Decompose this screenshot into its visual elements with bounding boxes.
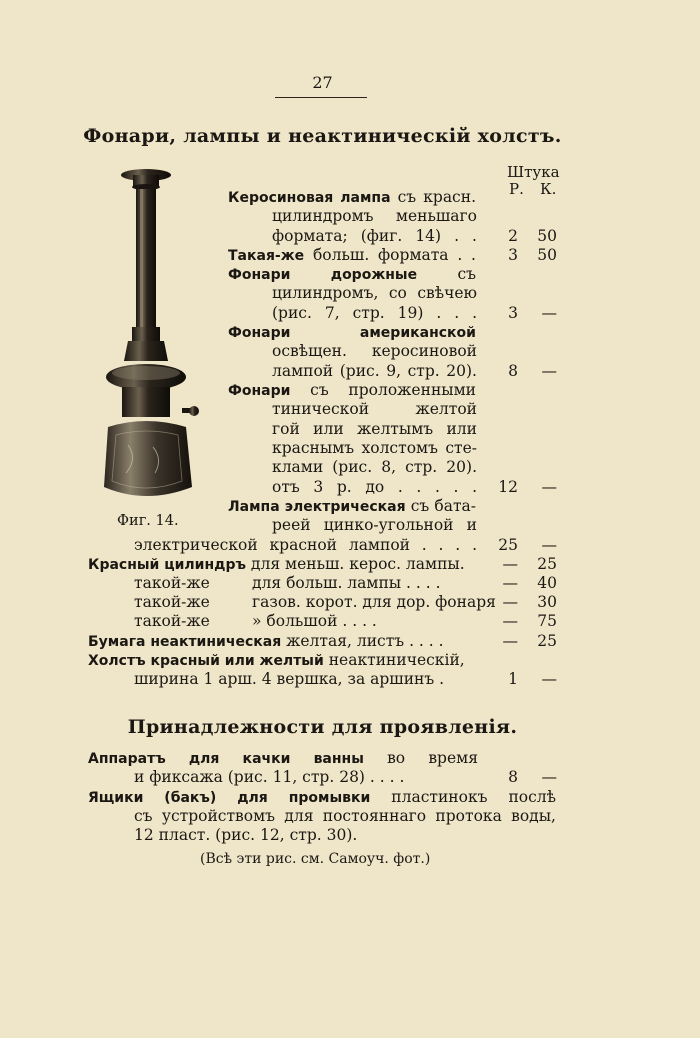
- price-kopecks: —: [541, 536, 557, 554]
- lamp-item-row: [88, 651, 465, 671]
- lamp-item-row-title: Бумага неактиническая: [88, 634, 282, 650]
- price-rubles: —: [502, 632, 518, 650]
- price-kopecks: 25: [537, 632, 557, 650]
- page-number-rule: [275, 97, 367, 98]
- lamp-item-row-title: Лампа электрическая: [228, 499, 406, 515]
- price-kopecks: —: [541, 362, 557, 380]
- price-rubles: 25: [498, 536, 518, 554]
- price-kopecks: 75: [537, 612, 557, 630]
- lamp-item-row: [228, 188, 476, 207]
- developing-item-row-text: 12 пласт. (рис. 12, стр. 30).: [134, 826, 358, 844]
- lamp-item-row-text: такой-же: [134, 574, 210, 592]
- price-rubles: —: [502, 574, 518, 592]
- lamp-item-row-text: больш. формата . .: [304, 246, 476, 264]
- lamp-item-row-title: Фонари: [228, 383, 291, 399]
- column-header-rubles: Р.: [509, 180, 524, 198]
- lamp-item-row: [134, 612, 210, 631]
- lamp-item-row-text: отъ 3 р. до . . . . .: [272, 478, 477, 496]
- lamp-item-row: [272, 342, 477, 361]
- price-rubles: —: [502, 593, 518, 611]
- section-title-developing: Принадлежности для проявленія.: [127, 716, 518, 738]
- lamp-item-row-text: цилиндромъ, со свѣчею: [272, 284, 477, 302]
- developing-item-row-text: и фиксажа (рис. 11, стр. 28) . . . .: [134, 768, 405, 786]
- lamp-item-row-text: реей цинко-угольной и: [272, 516, 477, 534]
- lamp-item-row-text: такой-же: [134, 612, 210, 630]
- lamp-item-row: [272, 478, 477, 497]
- developing-item-row-title: Ящики (бакъ) для промывки: [88, 790, 371, 806]
- price-kopecks: 40: [537, 574, 557, 592]
- lamp-item-row: [134, 536, 477, 555]
- developing-item-row: [134, 807, 556, 826]
- lamp-item-row: [228, 246, 476, 265]
- price-kopecks: —: [541, 478, 557, 496]
- developing-item-row: [134, 826, 357, 845]
- lamp-item-row-text: электрической красной лампой . . . .: [134, 536, 477, 554]
- lamp-item-row-detail: газов. корот. для дор. фонаря: [252, 593, 496, 611]
- lamp-item-row: [134, 574, 210, 593]
- lamp-item-row: [134, 593, 210, 612]
- price-kopecks: 50: [537, 246, 557, 264]
- lamp-item-row: [272, 284, 477, 303]
- price-rubles: 3: [508, 246, 518, 264]
- lamp-item-row: [272, 362, 477, 381]
- lamp-item-row-text: съ проложенными: [310, 381, 476, 399]
- developing-item-row-text: пластинокъ послѣ: [391, 788, 556, 806]
- lamp-item-row: [272, 400, 477, 419]
- lamp-item-row: [134, 670, 444, 689]
- lamp-item-row-text: формата; (фиг. 14) . .: [272, 227, 477, 245]
- lamp-item-row-title: Красный цилиндръ: [88, 557, 246, 573]
- lamp-item-row-detail: для больш. лампы . . . .: [252, 574, 441, 592]
- price-kopecks: 50: [537, 227, 557, 245]
- lamp-item-row-text: такой-же: [134, 593, 210, 611]
- lamp-item-row-title: Фонари дорожные: [228, 267, 418, 283]
- lamp-item-row: [272, 420, 477, 439]
- lamp-item-row-text: съ красн.: [390, 188, 476, 206]
- price-rubles: 1: [508, 670, 518, 688]
- lamp-item-row-text: краснымъ холстомъ сте-: [272, 439, 477, 457]
- price-kopecks: —: [541, 768, 557, 786]
- figure-caption: Фиг. 14.: [117, 513, 179, 529]
- lamp-item-row-title: Фонари американской: [228, 325, 476, 341]
- developing-item-row: [88, 749, 478, 768]
- lamp-item-row-title: Холстъ красный или желтый: [88, 653, 324, 669]
- page-number: 27: [312, 73, 333, 92]
- footnote: (Всѣ эти рис. см. Самоуч. фот.): [200, 851, 431, 867]
- price-rubles: —: [502, 612, 518, 630]
- lamp-item-row-text: клами (рис. 8, стр. 20).: [272, 458, 477, 476]
- column-header-piece: Штука: [507, 163, 560, 181]
- lamp-item-row: [272, 439, 477, 458]
- column-header-kopecks: К.: [540, 180, 557, 198]
- section-title-lamps: Фонари, лампы и неактиническій холстъ.: [83, 125, 562, 147]
- lamp-item-row-detail: » большой . . . .: [252, 612, 377, 630]
- lamp-item-row-text: цилиндромъ меньшаго: [272, 207, 477, 225]
- lamp-item-row-text: неактиническій,: [323, 651, 465, 669]
- lamp-item-row-text: лампой (рис. 9, стр. 20).: [272, 362, 477, 380]
- lamp-item-row-text: съ: [457, 265, 476, 283]
- lamp-item-row-text: съ бата-: [405, 497, 476, 515]
- price-kopecks: 30: [537, 593, 557, 611]
- lamp-item-row: [88, 555, 465, 575]
- lamp-item-row: [228, 381, 476, 400]
- price-rubles: —: [502, 555, 518, 573]
- lamp-item-row-text: желтая, листъ . . . .: [281, 632, 444, 650]
- lamp-item-row: [272, 458, 477, 477]
- developing-item-row-text: съ устройствомъ для постояннаго протока воды,: [134, 807, 556, 825]
- lamp-item-row-text: гой или желтымъ или: [272, 420, 477, 438]
- lamp-item-row-text: освѣщен. керосиновой: [272, 342, 477, 360]
- lamp-item-row: [228, 497, 476, 516]
- developing-item-row: [88, 788, 556, 807]
- lamp-item-row: [272, 227, 477, 246]
- lamp-item-row: [228, 323, 476, 342]
- lamp-item-row-text: ширина 1 арш. 4 вершка, за аршинъ .: [134, 670, 445, 688]
- lamp-item-row-title: Керосиновая лампа: [228, 190, 391, 206]
- price-rubles: 8: [508, 362, 518, 380]
- lamp-item-row: [272, 304, 477, 323]
- price-kopecks: 25: [537, 555, 557, 573]
- lamp-item-row: [272, 516, 477, 535]
- price-kopecks: —: [541, 670, 557, 688]
- lamp-item-row-text: (рис. 7, стр. 19) . . .: [272, 304, 477, 322]
- price-rubles: 2: [508, 227, 518, 245]
- lamp-item-row-text: тинической желтой: [272, 400, 477, 418]
- price-rubles: 8: [508, 768, 518, 786]
- lamp-item-row: [88, 632, 444, 652]
- price-kopecks: —: [541, 304, 557, 322]
- lamp-item-row-title: Такая-же: [228, 248, 305, 264]
- lamp-item-row-text: для меньш. керос. лампы.: [246, 555, 465, 573]
- price-rubles: 3: [508, 304, 518, 322]
- kerosene-lamp-illustration: [98, 165, 202, 505]
- developing-item-row-title: Аппаратъ для качки ванны: [88, 751, 364, 767]
- developing-item-row: [134, 768, 404, 787]
- lamp-item-row: [272, 207, 477, 226]
- lamp-item-row: [228, 265, 476, 284]
- developing-item-row-text: во время: [387, 749, 478, 767]
- price-rubles: 12: [498, 478, 518, 496]
